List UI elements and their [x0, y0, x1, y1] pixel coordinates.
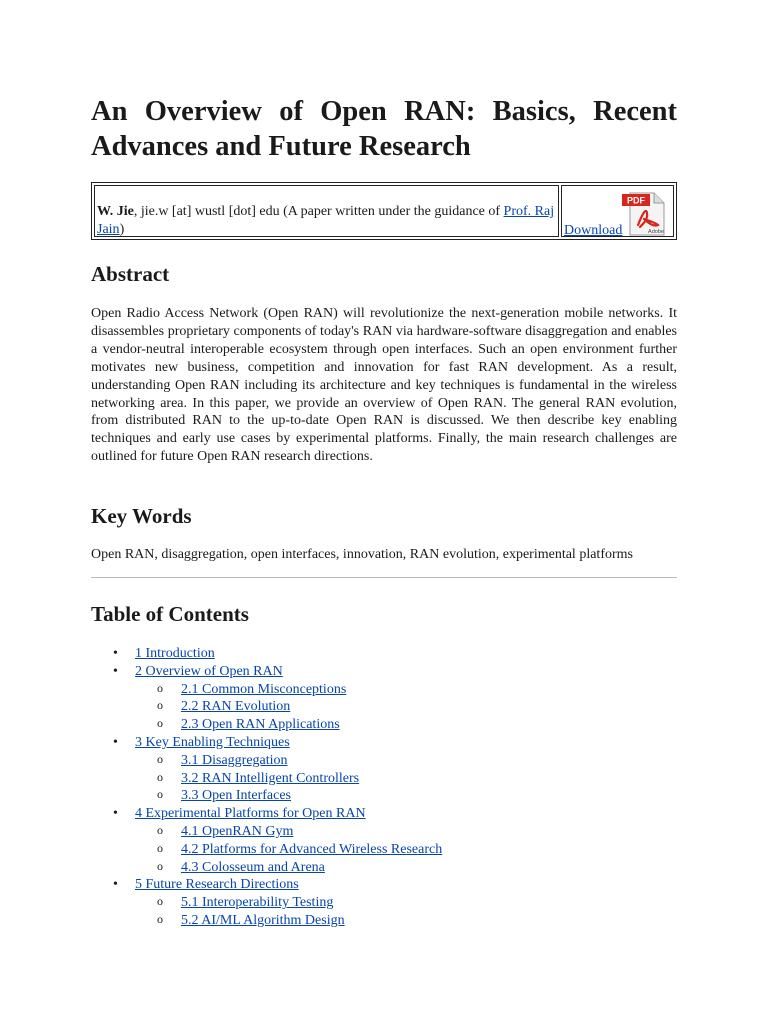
circle-bullet-icon: o [157, 840, 163, 855]
toc-link[interactable]: 2.2 RAN Evolution [181, 699, 291, 715]
circle-bullet-icon: o [157, 769, 163, 784]
author-table [91, 182, 677, 240]
circle-bullet-icon: o [157, 698, 163, 713]
keywords-heading: Key Words [91, 504, 192, 528]
circle-bullet-icon: o [157, 894, 163, 909]
toc-subitem [91, 770, 442, 788]
author-name: W. Jie [97, 204, 134, 219]
horizontal-divider [91, 577, 677, 578]
toc-link[interactable]: 2.1 Common Misconceptions [181, 681, 347, 697]
page-title: An Overview of Open RAN: Basics, Recent Advances and Future Research [91, 96, 677, 162]
toc-link[interactable]: 4.2 Platforms for Advanced Wireless Research [181, 841, 443, 857]
keywords-text: Open RAN, disaggregation, open interfaces, innovation, RAN evolution, experimental platforms [91, 547, 633, 562]
toc-link[interactable]: 3 Key Enabling Techniques [135, 734, 290, 750]
toc-link[interactable]: 5.1 Interoperability Testing [181, 895, 334, 911]
table-of-contents [91, 645, 442, 930]
toc-subitem [91, 698, 442, 716]
circle-bullet-icon: o [157, 680, 163, 695]
toc-link[interactable]: 3.3 Open Interfaces [181, 788, 292, 804]
circle-bullet-icon: o [157, 858, 163, 873]
toc-subitem [91, 841, 442, 859]
bullet-icon: • [113, 877, 118, 893]
bullet-icon: • [113, 663, 118, 679]
toc-subitem [91, 681, 442, 699]
toc-item [91, 645, 442, 663]
circle-bullet-icon: o [157, 911, 163, 926]
toc-heading: Table of Contents [91, 602, 249, 626]
toc-link[interactable]: 2.3 Open RAN Applications [181, 717, 340, 733]
toc-link[interactable]: 2 Overview of Open RAN [135, 663, 283, 679]
author-info-cell [94, 185, 559, 237]
adobe-label: Adobe [648, 229, 664, 235]
toc-link[interactable]: 5.2 AI/ML Algorithm Design [181, 912, 345, 928]
pdf-icon[interactable] [620, 189, 670, 237]
toc-subitem [91, 823, 442, 841]
download-link[interactable]: Download [564, 223, 623, 238]
author-email-text: , jie.w [at] wustl [dot] edu (A paper written under the guidance of [133, 204, 504, 219]
toc-item [91, 663, 442, 681]
circle-bullet-icon: o [157, 751, 163, 766]
circle-bullet-icon: o [157, 822, 163, 837]
bullet-icon: • [113, 806, 118, 822]
toc-link[interactable]: 4 Experimental Platforms for Open RAN [135, 806, 366, 822]
toc-subitem [91, 716, 442, 734]
toc-link[interactable]: 4.3 Colosseum and Arena [181, 859, 325, 875]
toc-link[interactable]: 3.2 RAN Intelligent Controllers [181, 770, 360, 786]
toc-subitem [91, 859, 442, 877]
pdf-icon-label: PDF [627, 195, 645, 206]
toc-link[interactable]: 1 Introduction [135, 646, 215, 661]
download-cell [561, 185, 674, 237]
circle-bullet-icon: o [157, 787, 163, 802]
author-row [94, 185, 674, 237]
advisor-link[interactable]: Prof. Raj Jain [97, 204, 555, 237]
bullet-icon: • [113, 646, 118, 661]
bullet-icon: • [113, 734, 118, 750]
toc-subitem [91, 787, 442, 805]
toc-item [91, 805, 442, 823]
author-closing: ) [119, 222, 125, 237]
toc-item [91, 876, 442, 894]
toc-link[interactable]: 5 Future Research Directions [135, 877, 299, 893]
toc-subitem [91, 752, 442, 770]
circle-bullet-icon: o [157, 716, 163, 731]
abstract-heading: Abstract [91, 262, 170, 286]
toc-subitem [91, 912, 442, 930]
toc-link[interactable]: 3.1 Disaggregation [181, 752, 288, 768]
toc-item [91, 734, 442, 752]
toc-subitem [91, 894, 442, 912]
abstract-text: Open Radio Access Network (Open RAN) will revolutionize the next-generation mobile networks. It disassembles proprietary components of today's RAN via hardware-software disaggregation and enables a vendor-neutral interoperable ecosystem through open interfaces. Such an open environment further motivates new business, competition and innovation for fast RAN development. As a result, understanding Open RAN including its architecture and key techniques is fundamental in the wireless networking area. In this paper, we provide an overview of Open RAN. The general RAN evolution, from distributed RAN to the up-to-date Open RAN is discussed. We then describe key enabling techniques and early use cases by experimental platforms. Finally, the main research challenges are outlined for future Open RAN research directions. [91, 306, 677, 465]
toc-link[interactable]: 4.1 OpenRAN Gym [181, 823, 294, 839]
